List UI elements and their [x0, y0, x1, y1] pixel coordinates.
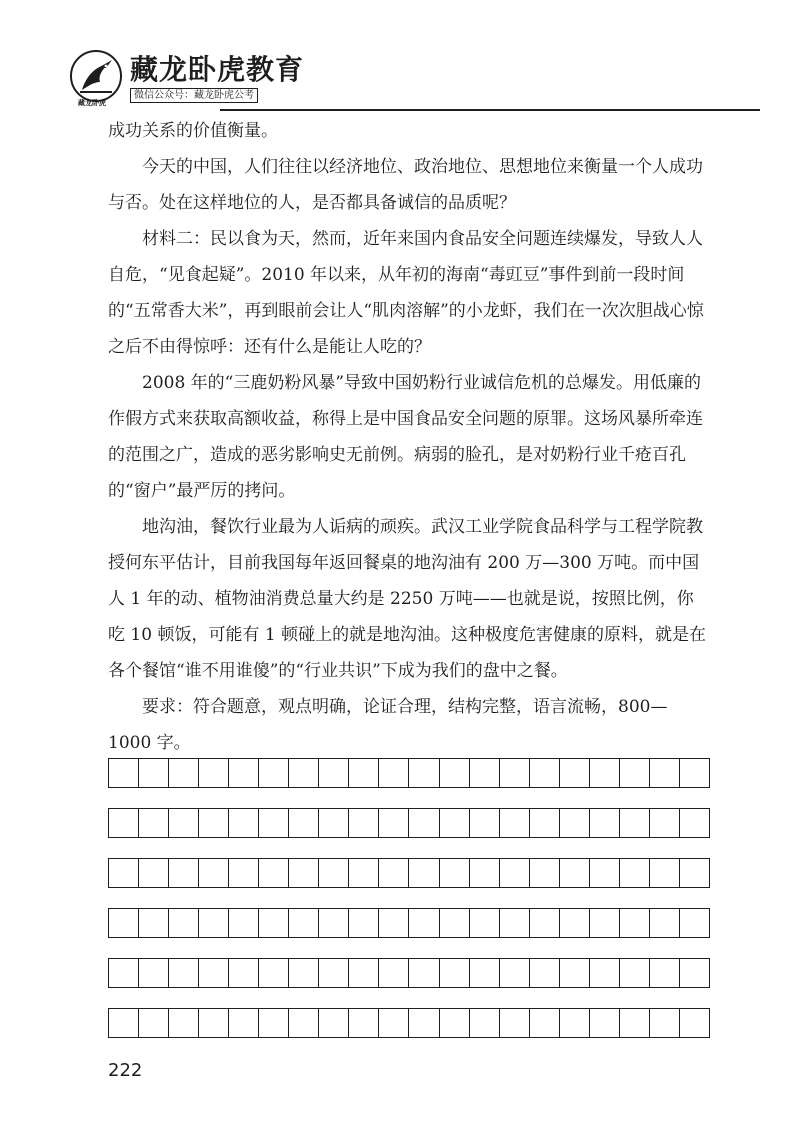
grid-cell	[319, 859, 349, 887]
grid-cell	[349, 959, 379, 987]
grid-cell	[229, 909, 259, 937]
grid-cell	[470, 959, 500, 987]
grid-cell	[680, 1009, 709, 1037]
grid-cell	[169, 809, 199, 837]
grid-cell	[620, 959, 650, 987]
grid-cell	[169, 959, 199, 987]
grid-cell	[319, 1009, 349, 1037]
grid-cell	[650, 1009, 680, 1037]
grid-cell	[259, 759, 289, 787]
grid-row	[108, 758, 710, 788]
grid-cell	[560, 809, 590, 837]
grid-cell	[139, 859, 169, 887]
grid-cell	[289, 759, 319, 787]
grid-cell	[199, 809, 229, 837]
grid-row	[108, 908, 710, 938]
grid-cell	[440, 909, 470, 937]
grid-cell	[199, 859, 229, 887]
paragraph: 地沟油，餐饮行业最为人诟病的顽疾。武汉工业学院食品科学与工程学院教授何东平估计，目前我国每年返回餐桌的地沟油有 200 万—300 万吨。而中国人 1 年的动、植物油消费总量大约是 2250 万吨——也就是说，按照比例，你吃 10 顿饭，可能有 1 顿碰上的就是地沟油。这种极度危害健康的原料，就是在各个餐馆“谁不用谁傻”的“行业共识”下成为我们的盘中之餐。	[108, 517, 707, 681]
grid-cell	[500, 759, 530, 787]
grid-cell	[319, 809, 349, 837]
grid-cell	[620, 759, 650, 787]
grid-cell	[259, 959, 289, 987]
grid-cell	[259, 859, 289, 887]
grid-cell	[530, 809, 560, 837]
grid-cell	[289, 809, 319, 837]
grid-cell	[349, 859, 379, 887]
paragraph: 成功关系的价值衡量。	[108, 121, 278, 141]
grid-cell	[470, 1009, 500, 1037]
grid-cell	[650, 809, 680, 837]
page-header	[60, 36, 760, 106]
brand-subtitle: 微信公众号：藏龙卧虎公考	[130, 88, 258, 103]
grid-cell	[229, 959, 259, 987]
grid-cell	[409, 809, 439, 837]
bird-logo-icon	[72, 52, 120, 100]
grid-cell	[500, 859, 530, 887]
paragraph: 要求：符合题意，观点明确，论证合理，结构完整，语言流畅，800—1000 字。	[108, 697, 668, 753]
grid-cell	[229, 759, 259, 787]
grid-cell	[259, 909, 289, 937]
grid-cell	[289, 909, 319, 937]
header-divider	[220, 109, 760, 111]
grid-cell	[379, 859, 409, 887]
grid-cell	[409, 959, 439, 987]
paragraph: 今天的中国，人们往往以经济地位、政治地位、思想地位来衡量一个人成功与否。处在这样地位的人，是否都具备诚信的品质呢？	[108, 157, 703, 213]
grid-cell	[379, 1009, 409, 1037]
grid-cell	[199, 959, 229, 987]
grid-cell	[289, 1009, 319, 1037]
grid-cell	[349, 759, 379, 787]
grid-cell	[590, 1009, 620, 1037]
logo-caption: 藏龙卧虎	[78, 99, 106, 107]
grid-cell	[440, 959, 470, 987]
grid-cell	[440, 1009, 470, 1037]
grid-row	[108, 1008, 710, 1038]
grid-cell	[109, 1009, 139, 1037]
grid-cell	[169, 1009, 199, 1037]
grid-cell	[229, 809, 259, 837]
grid-cell	[470, 909, 500, 937]
grid-cell	[169, 859, 199, 887]
grid-row	[108, 808, 710, 838]
brand-logo	[70, 50, 122, 102]
grid-cell	[349, 1009, 379, 1037]
grid-cell	[199, 759, 229, 787]
article-body	[108, 113, 708, 761]
grid-cell	[650, 909, 680, 937]
grid-cell	[680, 859, 709, 887]
grid-cell	[229, 859, 259, 887]
grid-cell	[470, 809, 500, 837]
grid-cell	[259, 809, 289, 837]
grid-cell	[229, 1009, 259, 1037]
grid-cell	[650, 959, 680, 987]
grid-cell	[379, 759, 409, 787]
grid-cell	[289, 959, 319, 987]
grid-cell	[650, 759, 680, 787]
grid-cell	[530, 909, 560, 937]
grid-cell	[169, 909, 199, 937]
grid-cell	[560, 759, 590, 787]
grid-cell	[109, 809, 139, 837]
grid-cell	[500, 1009, 530, 1037]
grid-cell	[530, 759, 560, 787]
grid-cell	[409, 1009, 439, 1037]
grid-row	[108, 858, 710, 888]
grid-cell	[379, 809, 409, 837]
grid-cell	[530, 959, 560, 987]
grid-cell	[139, 1009, 169, 1037]
grid-cell	[680, 959, 709, 987]
grid-cell	[139, 959, 169, 987]
grid-cell	[590, 759, 620, 787]
grid-cell	[680, 759, 709, 787]
grid-cell	[109, 959, 139, 987]
grid-cell	[109, 759, 139, 787]
grid-cell	[440, 809, 470, 837]
grid-cell	[500, 909, 530, 937]
grid-cell	[440, 759, 470, 787]
page-number: 222	[108, 1060, 143, 1081]
grid-cell	[650, 859, 680, 887]
grid-cell	[379, 959, 409, 987]
grid-cell	[409, 859, 439, 887]
grid-cell	[109, 859, 139, 887]
grid-cell	[560, 909, 590, 937]
grid-cell	[590, 859, 620, 887]
grid-cell	[139, 909, 169, 937]
brand-title: 藏龙卧虎教育	[130, 53, 305, 86]
grid-cell	[500, 809, 530, 837]
grid-cell	[620, 909, 650, 937]
grid-cell	[620, 859, 650, 887]
grid-cell	[590, 959, 620, 987]
grid-cell	[199, 1009, 229, 1037]
grid-cell	[319, 909, 349, 937]
grid-cell	[139, 759, 169, 787]
grid-cell	[530, 1009, 560, 1037]
grid-cell	[259, 1009, 289, 1037]
grid-cell	[139, 809, 169, 837]
grid-cell	[349, 809, 379, 837]
grid-cell	[680, 909, 709, 937]
grid-cell	[470, 759, 500, 787]
grid-cell	[199, 909, 229, 937]
grid-cell	[319, 759, 349, 787]
grid-cell	[409, 909, 439, 937]
grid-cell	[409, 759, 439, 787]
grid-cell	[470, 859, 500, 887]
grid-cell	[680, 809, 709, 837]
grid-cell	[109, 909, 139, 937]
grid-cell	[500, 959, 530, 987]
grid-cell	[169, 759, 199, 787]
grid-cell	[560, 859, 590, 887]
grid-cell	[590, 909, 620, 937]
grid-cell	[530, 859, 560, 887]
paragraph: 材料二：民以食为天，然而，近年来国内食品安全问题连续爆发，导致人人自危，“见食起疑”。2010 年以来，从年初的海南“毒豇豆”事件到前一段时间的“五常香大米”，再到眼前会让人“肌肉溶解”的小龙虾，我们在一次次胆战心惊之后不由得惊呼：还有什么是能让人吃的？	[108, 229, 704, 357]
grid-cell	[349, 909, 379, 937]
grid-cell	[590, 809, 620, 837]
grid-row	[108, 958, 710, 988]
grid-cell	[620, 1009, 650, 1037]
grid-cell	[560, 959, 590, 987]
grid-cell	[319, 959, 349, 987]
grid-cell	[289, 859, 319, 887]
grid-cell	[620, 809, 650, 837]
grid-cell	[379, 909, 409, 937]
grid-cell	[560, 1009, 590, 1037]
grid-cell	[440, 859, 470, 887]
paragraph: 2008 年的“三鹿奶粉风暴”导致中国奶粉行业诚信危机的总爆发。用低廉的作假方式来获取高额收益，称得上是中国食品安全问题的原罪。这场风暴所牵连的范围之广，造成的恶劣影响史无前例。病弱的脸孔，是对奶粉行业千疮百孔的“窗户”最严厉的拷问。	[108, 373, 703, 501]
